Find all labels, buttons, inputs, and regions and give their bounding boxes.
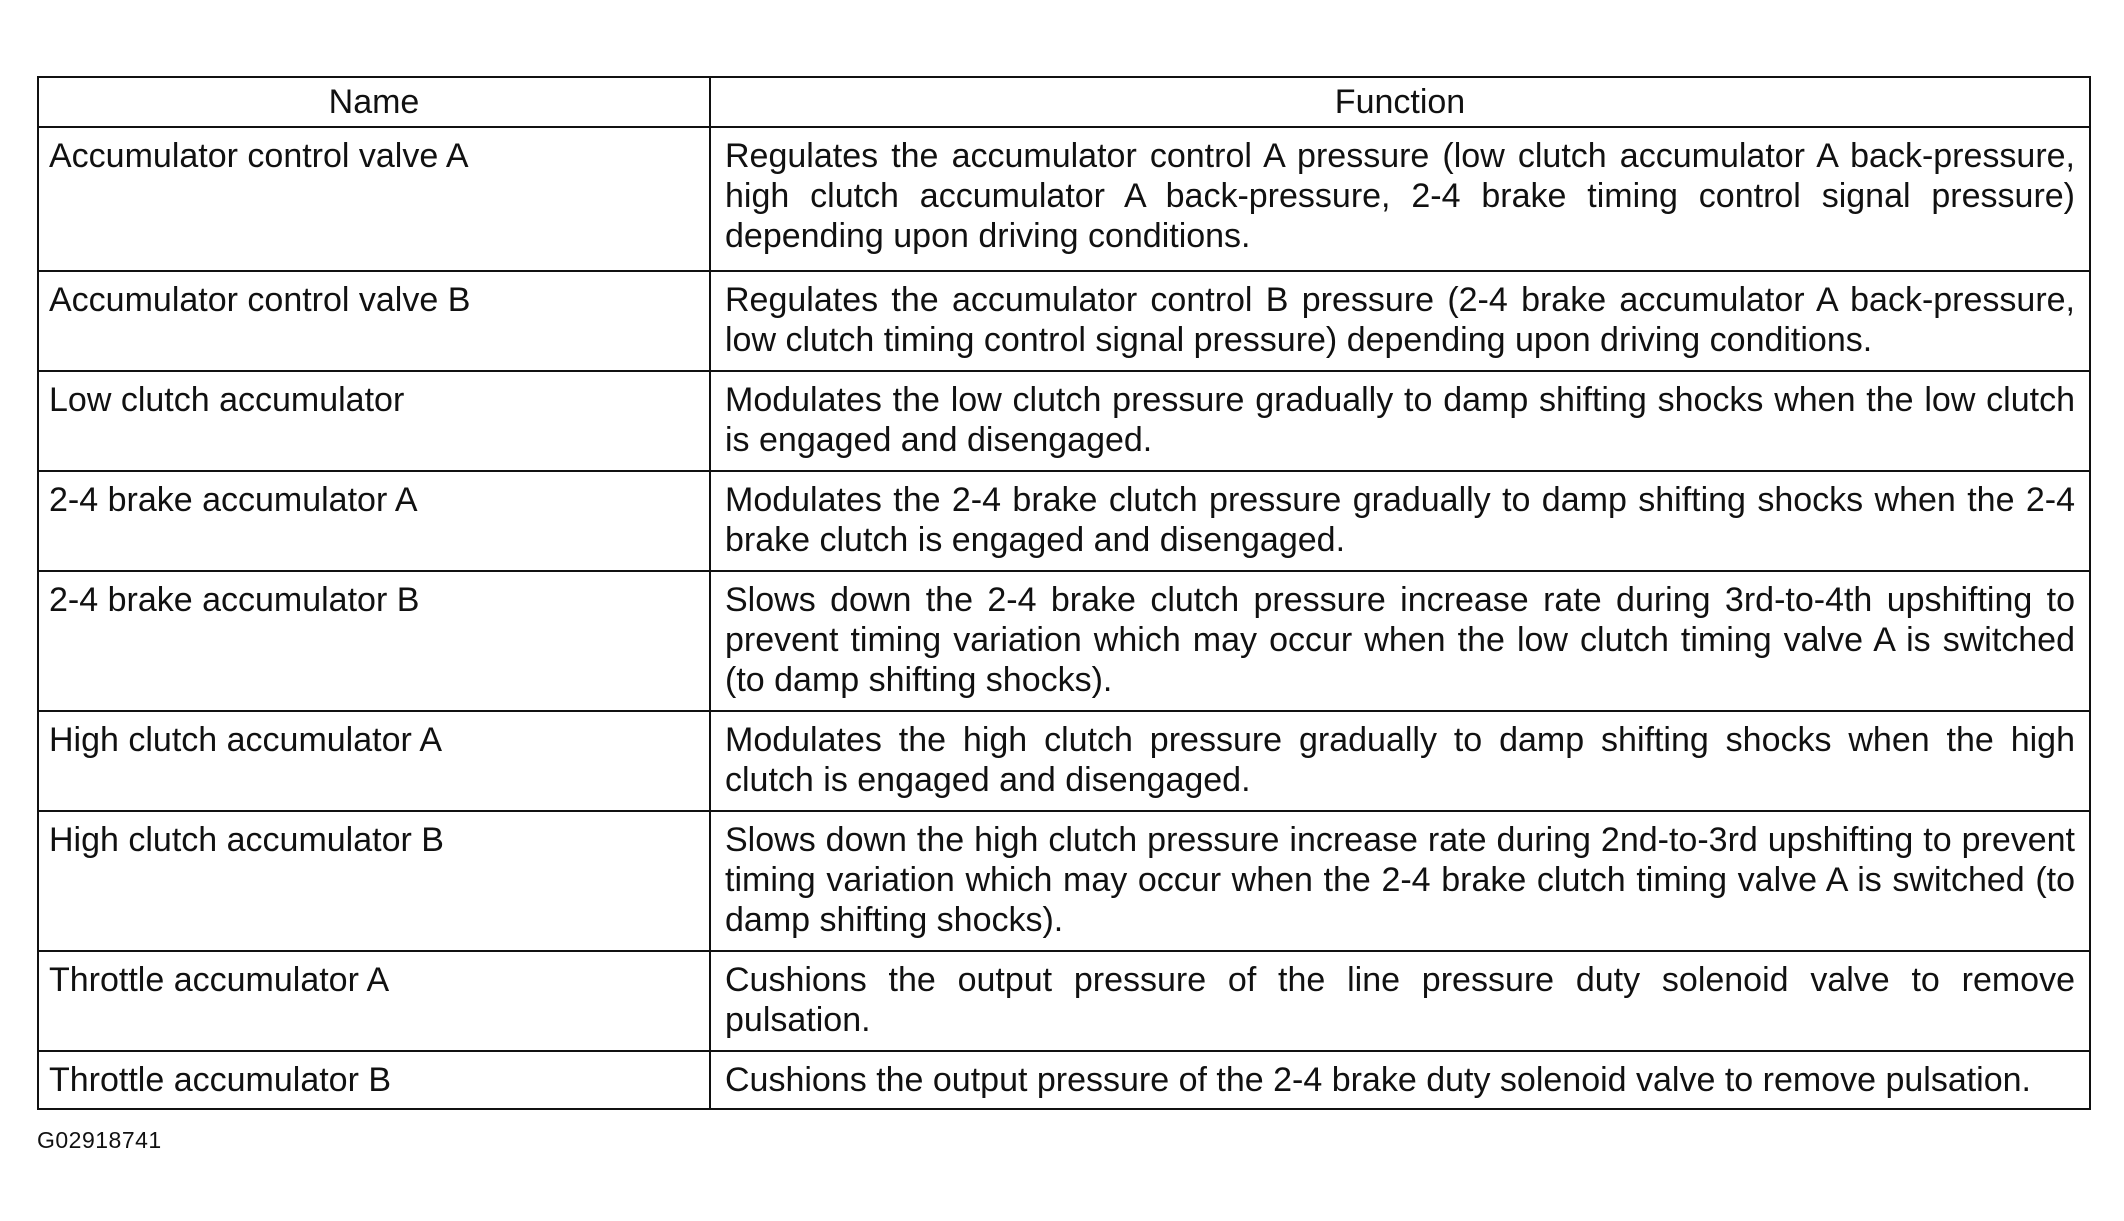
table-header <box>38 77 2090 127</box>
row-name: Low clutch accumulator <box>38 371 710 471</box>
row-function <box>710 811 2090 951</box>
row-function-text: Modulates the 2-4 brake clutch pressure gradually to damp shifting shocks when the 2-4 brake clutch is engaged and disengaged. <box>725 481 2075 559</box>
row-name: High clutch accumulator A <box>38 711 710 811</box>
row-function <box>710 951 2090 1051</box>
table-body <box>38 127 2090 1109</box>
figure-id: G02918741 <box>37 1127 162 1153</box>
header-function: Function <box>710 77 2090 127</box>
table-row <box>38 1051 2090 1109</box>
row-function-text: Slows down the high clutch pressure increase rate during 2nd-to-3rd upshifting to prevent timing variation which may occur when the 2-4 brake clutch timing valve A is switched (to damp shifting shocks). <box>725 821 2075 939</box>
row-function <box>710 271 2090 371</box>
row-function-text: Slows down the 2-4 brake clutch pressure increase rate during 3rd-to-4th upshifting to prevent timing variation which may occur when the low clutch timing valve A is switched (to damp shifting shocks). <box>725 581 2075 699</box>
row-name: 2-4 brake accumulator A <box>38 471 710 571</box>
table-row <box>38 711 2090 811</box>
header-row <box>38 77 2090 127</box>
row-function-text: Cushions the output pressure of the 2-4 brake duty solenoid valve to remove pulsation. <box>725 1061 2031 1099</box>
row-function-text: Regulates the accumulator control A pressure (low clutch accumulator A back-pressure, high clutch accumulator A back-pressure, 2-4 brake timing control signal pressure) depending upon driving conditions. <box>725 137 2075 255</box>
row-function-text: Cushions the output pressure of the line pressure duty solenoid valve to remove pulsation. <box>725 961 2075 1039</box>
row-function <box>710 127 2090 271</box>
table-row <box>38 127 2090 271</box>
row-name: Throttle accumulator B <box>38 1051 710 1109</box>
row-function-text: Regulates the accumulator control B pressure (2-4 brake accumulator A back-pressure, low clutch timing control signal pressure) depending upon driving conditions. <box>725 281 2075 359</box>
row-name: Accumulator control valve B <box>38 271 710 371</box>
row-name: Accumulator control valve A <box>38 127 710 271</box>
table-row <box>38 951 2090 1051</box>
row-function-text: Modulates the high clutch pressure gradually to damp shifting shocks when the high clutch is engaged and disengaged. <box>725 721 2075 799</box>
row-function-text: Modulates the low clutch pressure gradually to damp shifting shocks when the low clutch is engaged and disengaged. <box>725 381 2075 459</box>
component-function-table <box>37 76 2091 1110</box>
row-function <box>710 1051 2090 1109</box>
table-row <box>38 371 2090 471</box>
header-name: Name <box>38 77 710 127</box>
row-function <box>710 571 2090 711</box>
table-row <box>38 571 2090 711</box>
row-name: Throttle accumulator A <box>38 951 710 1051</box>
row-name: 2-4 brake accumulator B <box>38 571 710 711</box>
table-row <box>38 811 2090 951</box>
row-function <box>710 371 2090 471</box>
table-row <box>38 471 2090 571</box>
row-function <box>710 471 2090 571</box>
row-name: High clutch accumulator B <box>38 811 710 951</box>
row-function <box>710 711 2090 811</box>
table-row <box>38 271 2090 371</box>
